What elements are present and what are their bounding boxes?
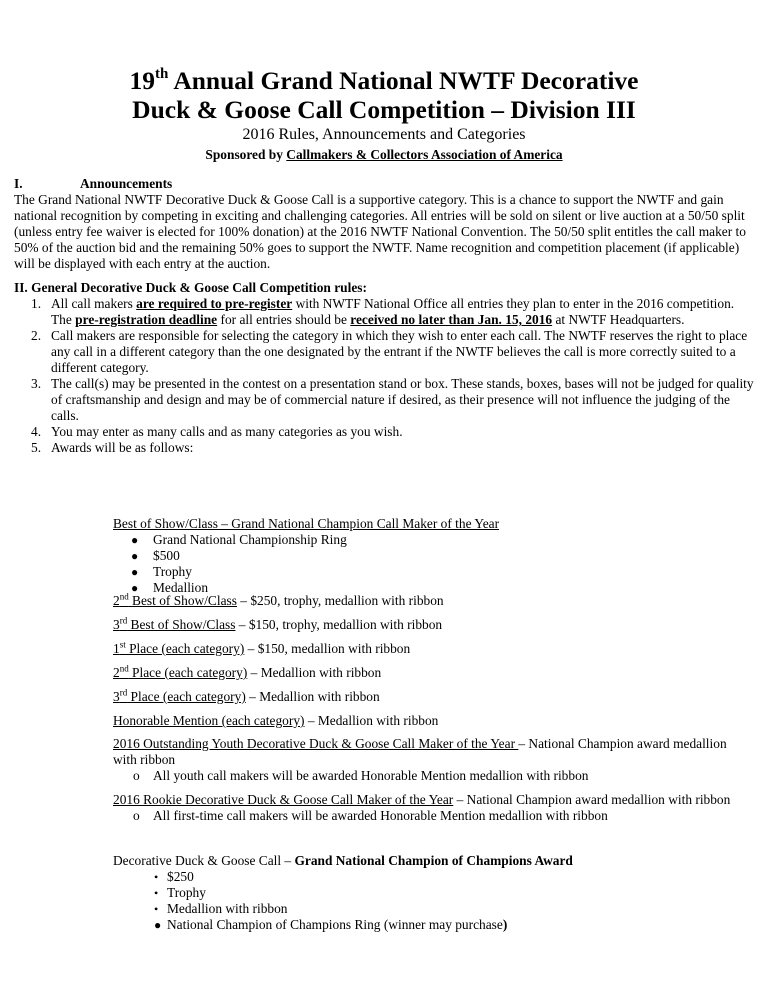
bullet-icon: • xyxy=(154,902,159,916)
award-youth: 2016 Outstanding Youth Decorative Duck & Goose Call Maker of the Year – National Champion award medallion with ribbon o All youth call makers will be awarded Honorable Mention medallion with ribbon xyxy=(113,736,733,784)
list-item: ● Medallion xyxy=(131,580,209,595)
award-title: Best of Show/Class – Grand National Champion Call Maker of the Year xyxy=(113,516,500,531)
circle-bullet-icon: o xyxy=(133,808,140,823)
section-announcements-body: The Grand National NWTF Decorative Duck & Goose Call is a supportive category. This is a chance to support the NWTF and gain national recognition by competing in exciting and challenging categories. All entries will be sold on silent or live auction at a 50/50 split (unless entry fee waiver is elected for 100% donation) at the 2016 NWTF National Convention. The 50/50 split entitles the call maker to 50% of the auction bid and the remaining 50% goes to support the NWTF. Name recognition and competition placement (if applicable) will be displayed with each entry at the auction. xyxy=(14,192,746,271)
list-item: o All youth call makers will be awarded Honorable Mention medallion with ribbon xyxy=(133,768,589,783)
rules-list xyxy=(14,296,754,456)
rule-item: 1. All call makers are required to pre-register with NWTF National Office all entries they plan to enter in the 2016 competition. The pre-registration deadline for all entries should be received no later than Jan. 15, 2016 at NWTF Headquarters. xyxy=(31,296,735,327)
award-honorable-mention: Honorable Mention (each category) – Medallion with ribbon xyxy=(113,713,439,728)
list-item: ● Grand National Championship Ring xyxy=(131,532,347,547)
award-second-place: 2nd Place (each category) – Medallion with ribbon xyxy=(113,663,382,680)
award-champion-of-champions: Decorative Duck & Goose Call – Grand National Champion of Champions Award • $250 • Trophy • Medallion with ribbon ● National Champion of Champions Ring (winner may purchase) xyxy=(113,853,733,933)
list-item: • Medallion with ribbon xyxy=(154,901,288,916)
list-item: • Trophy xyxy=(154,885,206,900)
award-third-best: 3rd Best of Show/Class – $150, trophy, medallion with ribbon xyxy=(113,615,443,632)
document-title-line2: Duck & Goose Call Competition – Division III xyxy=(132,95,636,124)
section-announcements-heading: I. Announcements xyxy=(14,176,173,191)
award-rookie: 2016 Rookie Decorative Duck & Goose Call Maker of the Year – National Champion award medallion with ribbon o All first-time call makers will be awarded Honorable Mention medallion with ribbon xyxy=(113,792,733,824)
award-first-place: 1st Place (each category) – $150, medallion with ribbon xyxy=(113,639,411,656)
bullet-icon: • xyxy=(154,870,159,884)
rule-item: 4. You may enter as many calls and as many categories as you wish. xyxy=(31,424,403,439)
list-item: ● National Champion of Champions Ring (winner may purchase) xyxy=(154,917,508,932)
bullet-icon: ● xyxy=(154,918,162,932)
bullet-icon: ● xyxy=(131,549,139,563)
bullet-icon: ● xyxy=(131,581,139,595)
award-third-place: 3rd Place (each category) – Medallion with ribbon xyxy=(113,687,380,704)
rule-item: 3. The call(s) may be presented in the contest on a presentation stand or box. These stands, boxes, bases will not be judged for quality of craftsmanship and design and may be of commercial nature if desired, as their presence will not influence the judging of the calls. xyxy=(31,376,754,423)
list-item: ● $500 xyxy=(131,548,180,563)
section-rules-heading: II. General Decorative Duck & Goose Call Competition rules: xyxy=(14,280,367,295)
award-best-of-show xyxy=(113,516,733,596)
sponsor-line: Sponsored by Callmakers & Collectors Association of America xyxy=(205,147,563,162)
rule-item: 5. Awards will be as follows: xyxy=(31,440,194,455)
document-subtitle: 2016 Rules, Announcements and Categories xyxy=(242,126,526,143)
rule-item: 2. Call makers are responsible for selecting the category in which they wish to enter each call. The NWTF reserves the right to place any call in a different category than the one designated by the entrant if the NWTF believes the call is more correctly suited to a different category. xyxy=(31,328,748,375)
award-second-best: 2nd Best of Show/Class – $250, trophy, medallion with ribbon xyxy=(113,591,444,608)
document-title-line1: 19th Annual Grand National NWTF Decorative xyxy=(129,65,639,95)
sponsor-name: Callmakers & Collectors Association of America xyxy=(286,147,563,162)
bullet-icon: ● xyxy=(131,565,139,579)
bullet-icon: • xyxy=(154,886,159,900)
list-item: o All first-time call makers will be awarded Honorable Mention medallion with ribbon xyxy=(133,808,608,823)
list-item: ● Trophy xyxy=(131,564,192,579)
circle-bullet-icon: o xyxy=(133,768,140,783)
list-item: • $250 xyxy=(154,869,194,884)
bullet-icon: ● xyxy=(131,533,139,547)
